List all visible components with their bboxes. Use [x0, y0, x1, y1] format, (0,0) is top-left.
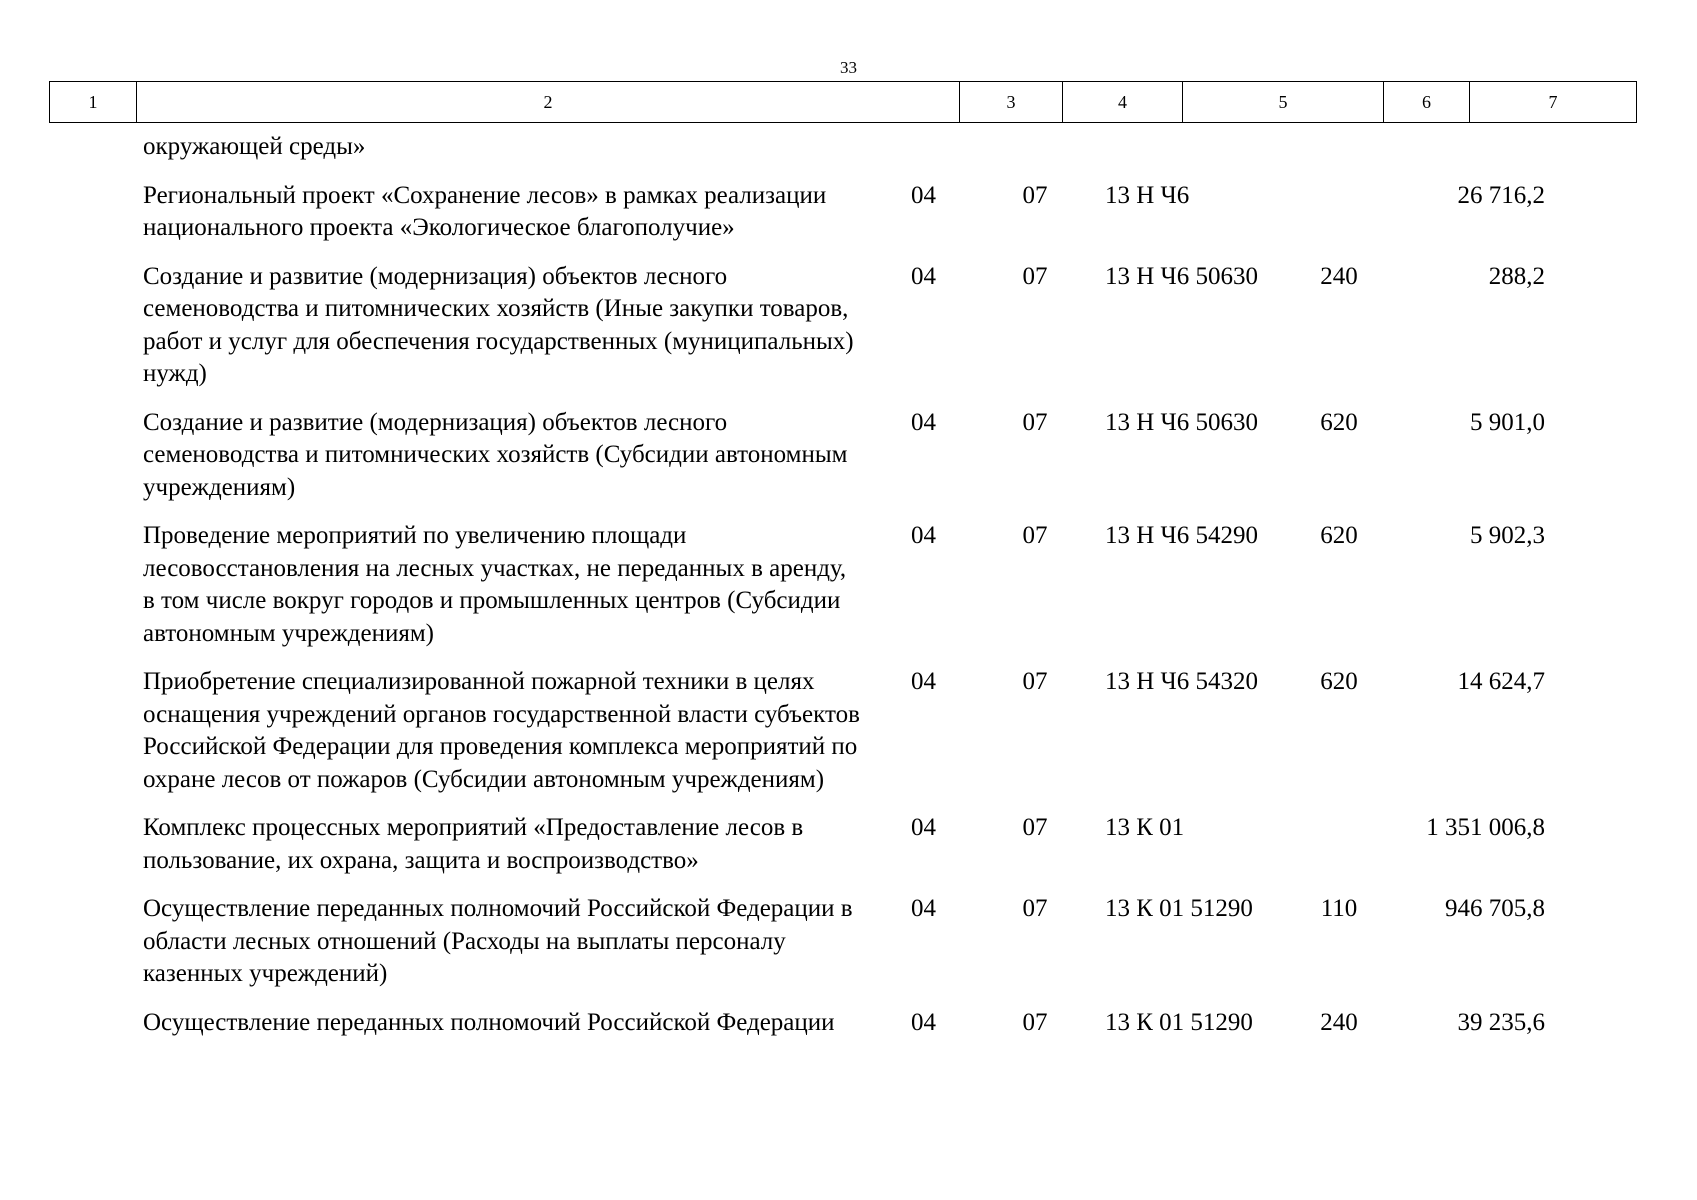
row-name: Проведение мероприятий по увеличению площади лесовосстановления на лесных участках, не переданных в аренду, в том числе вокруг городов и промышленных центров (Субсидии автономным учреждениям) [143, 522, 847, 647]
row-expense-type: 620 [1320, 668, 1358, 695]
table-row [49, 407, 1636, 505]
row-amount: 14 624,7 [1457, 668, 1545, 695]
row-target-article: 13 К 01 51290 [1105, 895, 1253, 922]
table-row [49, 131, 1636, 164]
row-amount: 288,2 [1488, 262, 1545, 290]
row-name: Приобретение специализированной пожарной техники в целях оснащения учреждений органов государственной власти субъектов Российской Федерации для проведения комплекса мероприятий по охране лесов от пожаров (Субсидии автономным учреждениям) [143, 668, 860, 793]
table-row [49, 1007, 1636, 1040]
row-amount: 5 901,0 [1470, 408, 1545, 436]
header-col-2: 2 [137, 82, 960, 123]
row-target-article: 13 Н Ч6 50630 [1105, 408, 1259, 436]
row-name: Осуществление переданных полномочий Российской Федерации [143, 1008, 835, 1036]
row-subsection: 07 [1022, 408, 1048, 436]
row-name: окружающей среды» [143, 133, 366, 160]
row-section: 04 [911, 814, 936, 841]
row-amount: 26 716,2 [1457, 181, 1545, 209]
row-expense-type: 240 [1320, 262, 1358, 290]
row-subsection: 07 [1022, 262, 1048, 290]
row-target-article: 13 К 01 [1105, 814, 1185, 841]
row-subsection [975, 131, 1095, 164]
row-subsection: 07 [1022, 668, 1048, 695]
header-col-4: 4 [1063, 82, 1183, 123]
row-target-article: 13 Н Ч6 54290 [1105, 522, 1259, 549]
header-col-5: 5 [1183, 82, 1384, 123]
budget-rows [49, 131, 1636, 1055]
table-row [49, 893, 1636, 991]
table-row [49, 812, 1636, 877]
row-name: Создание и развитие (модернизация) объектов лесного семеноводства и питомнических хозяйств (Иные закупки товаров, работ и услуг для обеспечения государственных (муниципальных) нужд) [143, 262, 854, 387]
row-section: 04 [911, 181, 936, 209]
header-col-7: 7 [1470, 82, 1637, 123]
row-amount: 946 705,8 [1445, 895, 1545, 922]
header-col-1: 1 [50, 82, 137, 123]
row-amount: 5 902,3 [1470, 522, 1545, 549]
row-expense-type [1296, 812, 1382, 877]
row-subsection: 07 [1022, 814, 1048, 841]
table-row [49, 520, 1636, 650]
row-section: 04 [911, 895, 936, 922]
row-expense-type: 620 [1320, 522, 1358, 549]
row-name: Осуществление переданных полномочий Российской Федерации в области лесных отношений (Расходы на выплаты персоналу казенных учреждений) [143, 895, 853, 987]
row-subsection: 07 [1022, 895, 1048, 922]
table-row [49, 261, 1636, 391]
table-row [49, 180, 1636, 245]
row-section: 04 [911, 408, 936, 436]
row-section: 04 [911, 262, 936, 290]
row-expense-type: 240 [1320, 1008, 1358, 1036]
row-subsection: 07 [1022, 522, 1048, 549]
column-number-header [49, 81, 1637, 123]
row-expense-type: 110 [1320, 895, 1358, 922]
header-col-3: 3 [960, 82, 1063, 123]
row-expense-type [1296, 180, 1382, 245]
row-expense-type [1296, 131, 1382, 164]
row-target-article [1095, 131, 1296, 164]
row-amount [1382, 131, 1553, 164]
header-col-6: 6 [1384, 82, 1470, 123]
row-section: 04 [911, 522, 936, 549]
table-row [49, 666, 1636, 796]
page-number: 33 [840, 58, 857, 77]
row-section: 04 [911, 668, 936, 695]
row-name: Создание и развитие (модернизация) объектов лесного семеноводства и питомнических хозяйств (Субсидии автономным учреждениям) [143, 408, 848, 501]
row-section: 04 [911, 1008, 936, 1036]
row-subsection: 07 [1022, 1008, 1048, 1036]
row-target-article: 13 К 01 51290 [1105, 1008, 1253, 1036]
row-name: Комплекс процессных мероприятий «Предоставление лесов в пользование, их охрана, защита и воспроизводство» [143, 814, 804, 874]
row-target-article: 13 Н Ч6 [1105, 181, 1190, 209]
row-subsection: 07 [1022, 181, 1048, 209]
header-row [50, 82, 1637, 123]
row-name: Региональный проект «Сохранение лесов» в рамках реализации национального проекта «Экологическое благополучие» [143, 181, 827, 241]
row-amount: 1 351 006,8 [1426, 814, 1545, 841]
row-target-article: 13 Н Ч6 50630 [1105, 262, 1259, 290]
row-target-article: 13 Н Ч6 54320 [1105, 668, 1259, 695]
row-amount: 39 235,6 [1457, 1008, 1545, 1036]
row-expense-type: 620 [1320, 408, 1358, 436]
row-section [872, 131, 975, 164]
